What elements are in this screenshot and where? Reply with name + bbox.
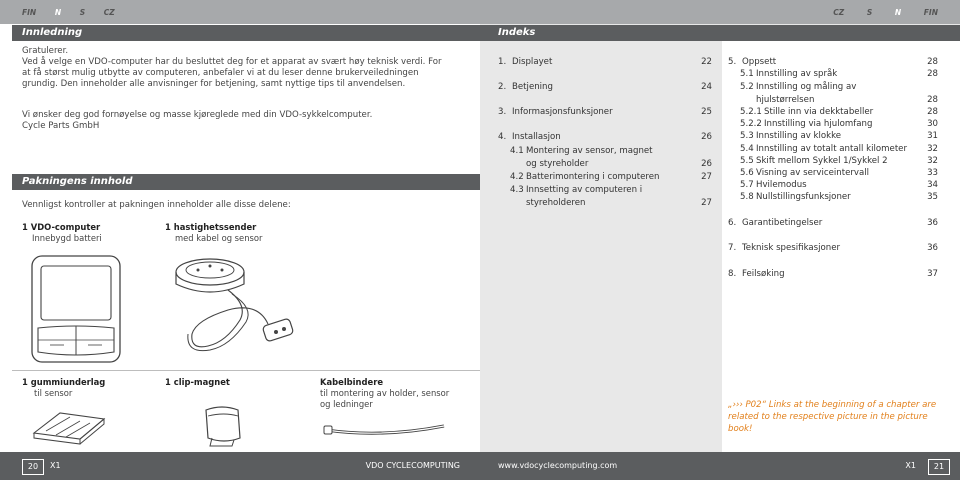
toc-entry[interactable] (728, 192, 938, 204)
intro-text (22, 46, 452, 90)
toc-entry-label: Innstilling av språk (756, 69, 838, 79)
lang-tab-s-right[interactable]: S (866, 8, 873, 17)
toc-entry-page: 31 (927, 131, 938, 141)
toc-entry[interactable] (498, 146, 712, 158)
toc-entry-number: 5.7 (740, 180, 754, 190)
toc-entry-page: 28 (927, 107, 938, 117)
toc-entry-page: 33 (927, 168, 938, 178)
toc-entry-page: 34 (927, 180, 938, 190)
toc-entry-page: 35 (927, 192, 938, 202)
toc-entry-label: Innstilling via hjulomfang (764, 119, 873, 129)
toc-entry-label: hjulstørrelsen (756, 95, 815, 105)
toc-entry-label: Informasjonsfunksjoner (512, 107, 613, 117)
toc-entry-page: 26 (701, 159, 712, 169)
toc-entry-page: 32 (927, 144, 938, 154)
toc-entry[interactable] (728, 144, 938, 156)
package-heading: Pakningens innhold (22, 176, 133, 187)
page-number-right: 21 (928, 459, 950, 475)
lang-tab-cz[interactable]: CZ (103, 8, 115, 17)
footer-right (480, 452, 960, 480)
footer-model-right: X1 (905, 461, 916, 470)
lang-tab-fin-right[interactable]: FIN (923, 8, 938, 17)
toc-entry-label: Innsetting av computeren i (526, 185, 643, 195)
toc-entry[interactable] (728, 180, 938, 192)
toc-entry-label: Installasjon (512, 132, 561, 142)
picture-book-note: „››› P02“ Links at the beginning of a chapter are related to the respective picture in the picture book! (728, 400, 937, 434)
intro-paragraph: Ved å velge en VDO-computer har du besluttet deg for et apparat av svært høy teknisk verdi. For at få størst mulig utbytte av computeren, anbefaler vi at du leser denne brukerveiledningen grundig. Den inneholder alle anvisninger for betjening, samt nyttige tips til anvendelsen. (22, 57, 442, 89)
package-heading-bar (12, 174, 480, 190)
toc-entry-page: 28 (927, 69, 938, 79)
index-heading-bar (480, 25, 722, 41)
toc-entry-number: 5. (728, 57, 737, 67)
toc-entry-label: Hvilemodus (756, 180, 807, 190)
lang-tab-fin[interactable]: FIN (22, 8, 37, 17)
footer-model-left: X1 (50, 461, 61, 470)
toc-entry[interactable] (728, 69, 938, 81)
toc-entry[interactable] (728, 82, 938, 94)
toc-entry[interactable] (498, 107, 712, 119)
toc-entry[interactable] (728, 218, 938, 230)
toc-entry-label: Visning av serviceintervall (756, 168, 870, 178)
toc-entry-page: 28 (927, 57, 938, 67)
items-divider (12, 370, 480, 371)
toc-entry[interactable] (498, 132, 712, 144)
toc-entry-number: 5.8 (740, 192, 754, 202)
computer-illustration (28, 254, 124, 366)
toc-entry-number: 8. (728, 269, 737, 279)
toc-entry-number: 4.1 (510, 146, 524, 156)
toc-entry-page: 27 (701, 198, 712, 208)
toc-entry-number: 2. (498, 82, 507, 92)
toc-entry-label: Displayet (512, 57, 553, 67)
toc-entry[interactable] (728, 269, 938, 281)
intro-heading: Innledning (22, 27, 83, 38)
toc-entry-page: 30 (927, 119, 938, 129)
intro-signature: Cycle Parts GmbH (22, 121, 100, 131)
toc-entry-label: Innstilling og måling av (756, 82, 857, 92)
item-computer-title: 1 VDO-computer (22, 222, 101, 232)
toc-entry[interactable] (728, 95, 938, 107)
cable-tie-illustration (322, 420, 450, 440)
toc-entry-label: styreholderen (526, 198, 586, 208)
toc-entry-page: 26 (701, 132, 712, 142)
toc-entry-number: 5.2.2 (740, 119, 762, 129)
toc-entry-number: 3. (498, 107, 507, 117)
toc-entry-number: 7. (728, 243, 737, 253)
intro-wish: Vi ønsker deg god fornøyelse og masse kjøreglede med din VDO-sykkelcomputer. (22, 110, 373, 120)
toc-entry-label: Teknisk spesifikasjoner (742, 243, 841, 253)
toc-entry-number: 5.1 (740, 69, 754, 79)
toc-entry-page: 36 (927, 243, 938, 253)
toc-entry-number: 5.2 (740, 82, 754, 92)
toc-entry-label: Oppsett (742, 57, 777, 67)
toc-entry[interactable] (728, 168, 938, 180)
toc-entry-page: 22 (701, 57, 712, 67)
toc-entry[interactable] (498, 159, 712, 171)
footer-brand: VDO CYCLECOMPUTING (365, 461, 460, 470)
toc-entry-label: Batterimontering i computeren (526, 172, 660, 182)
toc-entry[interactable] (728, 243, 938, 255)
toc-entry-number: 6. (728, 218, 737, 228)
toc-entry-label: Innstilling av klokke (756, 131, 842, 141)
toc-entry[interactable] (728, 119, 938, 131)
item-rubber-pad-sub: til sensor (34, 388, 73, 398)
item-cable-ties-sub: til montering av holder, sensor og ledninger (320, 388, 450, 409)
item-clip-magnet-title: 1 clip-magnet (165, 377, 230, 387)
toc-entry-number: 5.2.1 (740, 107, 762, 117)
toc-entry-label: Garantibetingelser (742, 218, 823, 228)
item-rubber-pad-title: 1 gummiunderlag (22, 377, 106, 387)
intro-heading-bar (12, 25, 480, 41)
toc-entry[interactable] (728, 131, 938, 143)
item-computer-sub: Innebygd batteri (32, 233, 102, 243)
item-sender-title: 1 hastighetssender (165, 222, 257, 232)
toc-entry-label: Innstilling av totalt antall kilometer (756, 144, 908, 154)
toc-entry-number: 5.5 (740, 156, 754, 166)
item-cable-ties-title: Kabelbindere (320, 377, 384, 387)
language-bar-left (22, 8, 131, 17)
toc-entry[interactable] (498, 198, 712, 210)
index-heading-bar-ext (722, 25, 960, 41)
toc-entry-number: 4. (498, 132, 507, 142)
toc-entry-label: Betjening (512, 82, 553, 92)
lang-tab-n[interactable]: N (54, 8, 62, 17)
rubber-pad-illustration (30, 405, 110, 445)
toc-entry-label: Feilsøking (742, 269, 785, 279)
toc-entry-label: og styreholder (526, 159, 589, 169)
clip-magnet-illustration (198, 402, 248, 448)
lang-tab-cz-right[interactable]: CZ (833, 8, 845, 17)
toc-entry-page: 28 (927, 95, 938, 105)
toc-entry-page: 36 (927, 218, 938, 228)
page-number-left: 20 (22, 459, 44, 475)
footer-url[interactable]: www.vdocyclecomputing.com (498, 461, 618, 470)
index-heading: Indeks (498, 27, 536, 38)
lang-tab-n-right[interactable]: N (894, 8, 902, 17)
toc-entry[interactable] (728, 57, 938, 69)
lang-tab-s[interactable]: S (79, 8, 86, 17)
toc-entry-label: Stille inn via dekktabeller (764, 107, 874, 117)
toc-entry-number: 5.4 (740, 144, 754, 154)
toc-entry-number: 1. (498, 57, 507, 67)
language-bar-right (813, 8, 938, 17)
toc-entry-number: 4.3 (510, 185, 524, 195)
speed-sender-illustration (168, 250, 303, 370)
toc-entry-page: 32 (927, 156, 938, 166)
right-page (480, 0, 960, 480)
toc-entry-page: 27 (701, 172, 712, 182)
toc-entry-page: 24 (701, 82, 712, 92)
toc-entry[interactable] (498, 185, 712, 197)
toc-entry[interactable] (728, 156, 938, 168)
toc-entry[interactable] (498, 82, 712, 94)
toc-entry-page: 37 (927, 269, 938, 279)
footer-left (0, 452, 480, 480)
intro-closing (22, 110, 452, 132)
toc-entry-number: 5.3 (740, 131, 754, 141)
item-sender-sub: med kabel og sensor (175, 233, 263, 243)
toc-entry-label: Skift mellom Sykkel 1/Sykkel 2 (756, 156, 888, 166)
toc-entry-page: 25 (701, 107, 712, 117)
toc-entry-label: Nullstillingsfunksjoner (756, 192, 851, 202)
toc-entry[interactable] (498, 172, 712, 184)
toc-entry-number: 5.6 (740, 168, 754, 178)
package-intro: Vennligst kontroller at pakningen inneholder alle disse delene: (22, 200, 291, 210)
toc-entry-label: Montering av sensor, magnet (526, 146, 653, 156)
toc-entry[interactable] (728, 107, 938, 119)
toc-entry-number: 4.2 (510, 172, 524, 182)
intro-greeting: Gratulerer. (22, 46, 69, 56)
toc-entry[interactable] (498, 57, 712, 69)
